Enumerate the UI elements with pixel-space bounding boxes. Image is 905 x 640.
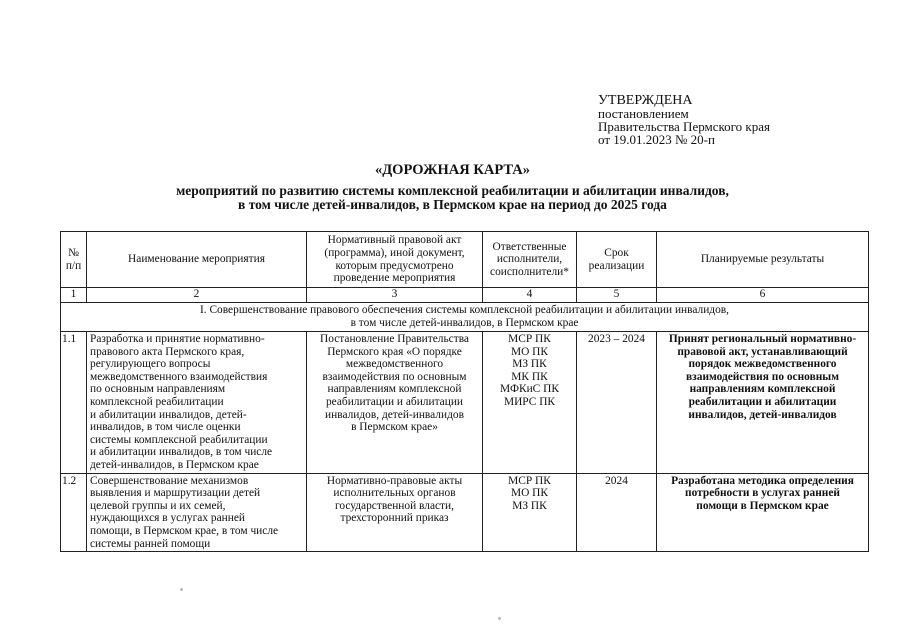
cell-line: Пермского края «О порядке xyxy=(327,345,462,358)
approval-heading: УТВЕРЖДЕНА xyxy=(598,93,693,108)
scan-speck xyxy=(498,617,501,620)
column-number: 2 xyxy=(87,288,307,303)
section-row xyxy=(61,303,869,332)
cell-line: детей-инвалидов, в Пермском крае xyxy=(90,458,259,471)
cell-line: Разработка и принятие нормативно- xyxy=(90,333,265,345)
cell-line: правового акта Пермского края, xyxy=(90,345,245,358)
cell-line: МФКиС ПК xyxy=(500,383,559,396)
header-line: проведение мероприятия xyxy=(333,272,456,285)
cell-line: исполнительных органов xyxy=(333,487,456,500)
cell-line: трехсторонний приказ xyxy=(340,512,449,525)
header-number xyxy=(61,232,87,288)
cell-line: взаимодействия по основным xyxy=(322,370,467,383)
cell-line: МИРС ПК xyxy=(503,395,556,408)
cell-line: выявления и маршрутизации детей xyxy=(90,487,261,500)
approval-stamp xyxy=(598,94,770,146)
header-line: соисполнители* xyxy=(490,265,569,278)
header-line: исполнители, xyxy=(496,253,563,266)
header-results xyxy=(657,232,869,288)
cell-line: системы ранней помощи xyxy=(90,537,211,550)
column-number: 6 xyxy=(657,288,869,303)
header-line: Ответственные xyxy=(492,240,567,253)
column-number-row xyxy=(61,288,869,303)
header-line: Планируемые результаты xyxy=(700,253,825,266)
cell-line: и абилитации инвалидов, в том числе xyxy=(90,446,273,459)
roadmap-table xyxy=(60,231,869,552)
cell-line: инвалидов, детей-инвалидов xyxy=(325,408,464,421)
cell-line: реабилитации и абилитации xyxy=(325,395,464,408)
column-number: 1 xyxy=(61,288,87,303)
header-line: (программа), иной документ, xyxy=(324,246,465,259)
planned-result xyxy=(657,473,869,552)
subtitle-line: мероприятий по развитию системы комплексной реабилитации и абилитации инвалидов, xyxy=(176,183,729,198)
cell-line: комплексной реабилитации xyxy=(90,395,224,408)
document-title: «ДОРОЖНАЯ КАРТА» xyxy=(374,162,531,178)
cell-line: направлениям комплексной xyxy=(327,383,462,396)
cell-line: системы комплексной реабилитации xyxy=(90,433,268,446)
approval-line: постановлением xyxy=(598,106,689,121)
header-line: Срок xyxy=(604,246,629,259)
cell-line: регулирующего вопросы xyxy=(90,358,211,371)
legal-act xyxy=(307,332,483,474)
cell-line: помощи в Пермском крае xyxy=(696,499,829,512)
planned-result xyxy=(657,332,869,474)
event-name xyxy=(87,332,307,474)
term: 2024 xyxy=(577,473,657,552)
cell-line: Разработана методика определения xyxy=(671,474,854,487)
header-event-name xyxy=(87,232,307,288)
legal-act xyxy=(307,473,483,552)
cell-line: в Пермском крае» xyxy=(351,421,438,434)
approval-line: Правительства Пермского края xyxy=(598,119,770,134)
header-line: Наименование мероприятия xyxy=(128,253,265,266)
cell-line: реабилитации и абилитации xyxy=(688,395,837,408)
cell-line: МО ПК xyxy=(510,345,549,358)
cell-line: целевой группы и их семей, xyxy=(90,499,226,512)
header-line: № xyxy=(68,246,79,259)
subtitle-line: в том числе детей-инвалидов, в Пермском крае на период до 2025 года xyxy=(238,197,667,212)
row-number: 1.2 xyxy=(61,473,87,552)
cell-line: МСР ПК xyxy=(508,474,551,487)
executors xyxy=(483,473,577,552)
cell-line: по основным направлениям xyxy=(90,383,226,396)
cell-line: потребности в услугах ранней xyxy=(685,487,840,500)
executors xyxy=(483,332,577,474)
cell-line: порядок межведомственного xyxy=(688,358,837,371)
cell-line: помощи, в Пермском крае, в том числе xyxy=(90,524,279,537)
section-line: I. Совершенствование правового обеспечения системы комплексной реабилитации и абилитации инвалидов, xyxy=(199,304,730,316)
cell-line: правовой акт, устанавливающий xyxy=(677,345,848,358)
scan-speck xyxy=(180,588,183,591)
column-number: 4 xyxy=(483,288,577,303)
cell-line: инвалидов, детей-инвалидов xyxy=(688,408,837,421)
header-term xyxy=(577,232,657,288)
cell-line: МЗ ПК xyxy=(512,358,547,371)
cell-line: МЗ ПК xyxy=(512,499,547,512)
term: 2023 – 2024 xyxy=(577,332,657,474)
cell-line: межведомственного xyxy=(345,358,444,371)
header-line: п/п xyxy=(65,259,82,272)
header-line: реализации xyxy=(588,259,645,272)
cell-line: МК ПК xyxy=(511,370,548,383)
cell-line: Совершенствование механизмов xyxy=(90,474,249,487)
cell-line: Постановление Правительства xyxy=(320,333,469,345)
header-line: которым предусмотрено xyxy=(335,259,454,272)
table-header-row xyxy=(61,232,869,288)
header-legal-act xyxy=(307,232,483,288)
column-number: 5 xyxy=(577,288,657,303)
column-number: 3 xyxy=(307,288,483,303)
cell-line: Принят региональный нормативно- xyxy=(668,333,857,345)
cell-line: межведомственного взаимодействия xyxy=(90,370,268,383)
cell-line: МСР ПК xyxy=(508,333,551,345)
header-line: Нормативный правовой акт xyxy=(327,234,462,247)
cell-line: и абилитации инвалидов, детей- xyxy=(90,408,247,421)
row-number: 1.1 xyxy=(61,332,87,474)
cell-line: государственной власти, xyxy=(335,499,454,512)
section-title xyxy=(61,303,869,332)
cell-line: Нормативно-правовые акты xyxy=(326,474,463,487)
cell-line: нуждающихся в услугах ранней xyxy=(90,512,245,525)
approval-line: от 19.01.2023 № 20-п xyxy=(598,132,715,147)
event-name xyxy=(87,473,307,552)
cell-line: направлениям комплексной xyxy=(689,383,836,396)
cell-line: МО ПК xyxy=(510,487,549,500)
cell-line: взаимодействия по основным xyxy=(686,370,839,383)
header-executors xyxy=(483,232,577,288)
document-subtitle xyxy=(0,184,905,212)
section-line: в том числе детей-инвалидов, в Пермском крае xyxy=(350,316,579,329)
cell-line: инвалидов, в том числе оценки xyxy=(90,421,241,434)
table-row xyxy=(61,473,869,552)
table-row xyxy=(61,332,869,474)
